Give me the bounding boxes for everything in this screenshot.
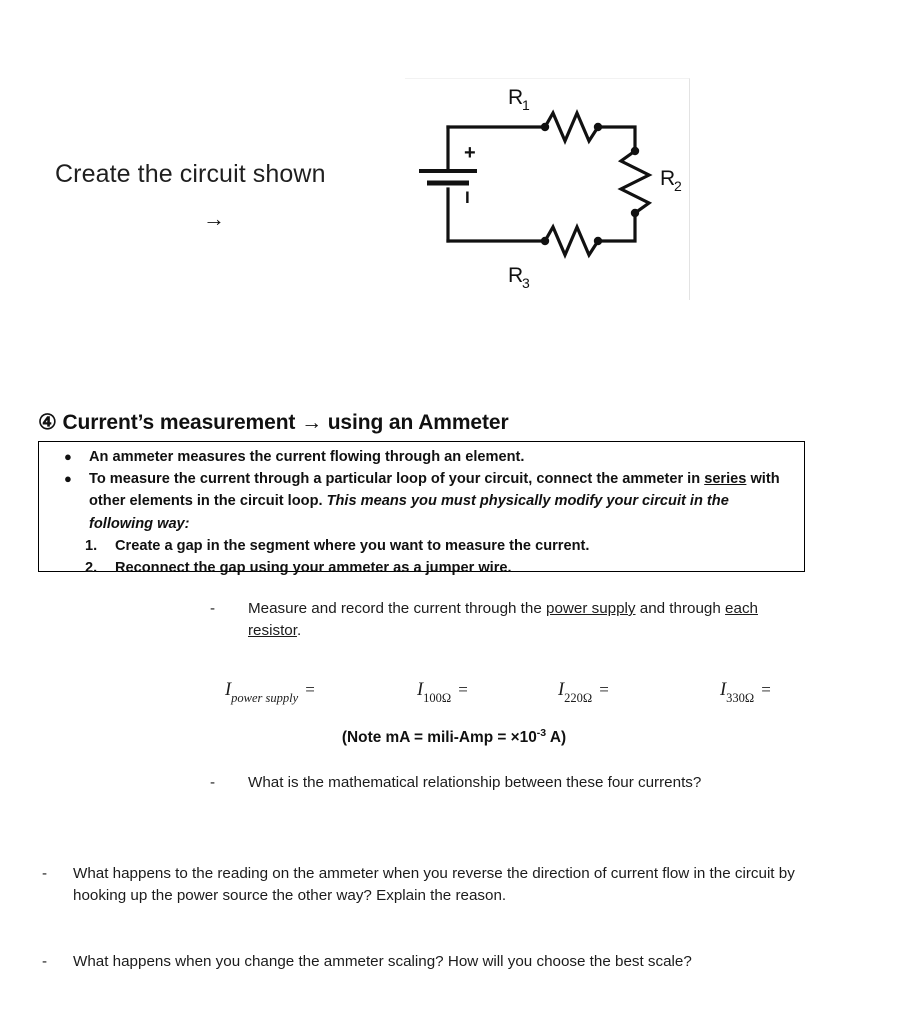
current-symbol: I <box>225 680 232 700</box>
circuit-schematic-svg <box>405 79 690 301</box>
battery-minus-label: I <box>465 188 470 207</box>
ammeter-step-2-text: Reconnect the gap using your ammeter as a jumper wire. <box>115 560 512 577</box>
current-subscript: 330Ω <box>726 691 755 706</box>
dash-marker-icon: - <box>42 953 48 970</box>
ammeter-bullet-2 <box>47 468 796 535</box>
ammeter-scaling-text: What happens when you change the ammeter scaling? How will you choose the best scale? <box>73 953 692 970</box>
right-arrow-icon: → <box>203 206 225 231</box>
section-heading-current-measurement: ④ Current’s measurement → using an Ammeter <box>38 411 509 434</box>
ammeter-scaling-question <box>42 951 812 973</box>
resistor-r3-subscript: 3 <box>522 275 530 291</box>
note-exponent: -3 <box>536 727 547 739</box>
current-subscript: 220Ω <box>564 691 593 706</box>
note-prefix: (Note mA = mili-Amp = ×10 <box>341 729 537 747</box>
current-equals: = <box>761 680 771 699</box>
ammeter-info-box <box>38 441 805 577</box>
ammeter-bullet-1-text: An ammeter measures the current flowing through an element. <box>89 449 525 465</box>
ammeter-step-2-marker: 2. <box>85 560 98 577</box>
dash-marker-icon: - <box>210 600 216 617</box>
resistor-r1-subscript: 1 <box>522 97 530 113</box>
current-value-power-supply <box>225 680 315 706</box>
current-symbol: I <box>720 680 727 700</box>
current-subscript: 100Ω <box>423 691 452 706</box>
current-value-330-ohm <box>720 680 771 706</box>
dash-marker-icon: - <box>210 774 216 791</box>
ammeter-step-2 <box>47 557 796 579</box>
milliamp-note <box>0 727 908 747</box>
current-values-row <box>210 680 830 710</box>
measure-record-part-b: and through <box>635 600 726 617</box>
resistor-r3-label: R <box>508 264 524 287</box>
ammeter-bullet-2-text-b: with other elements in the circuit loop. <box>89 471 780 510</box>
current-value-220-ohm <box>558 680 609 706</box>
math-relationship-question <box>210 772 790 794</box>
current-equals: = <box>599 680 609 699</box>
current-equals: = <box>458 680 468 699</box>
ammeter-bullet-2-text-a: To measure the current through a particular loop of your circuit, connect the ammeter in <box>89 471 705 488</box>
current-symbol: I <box>417 680 424 700</box>
ammeter-bullet-1 <box>47 446 796 468</box>
note-suffix: A) <box>546 729 567 747</box>
measure-record-item <box>210 598 790 642</box>
reverse-direction-question <box>42 863 812 907</box>
ammeter-bullet-2-text-series: series <box>704 471 747 488</box>
create-circuit-instruction: Create the circuit shown <box>55 160 326 188</box>
current-subscript: power supply <box>231 691 299 706</box>
bullet-dot-icon: ● <box>64 449 72 464</box>
dash-marker-icon: - <box>42 865 48 882</box>
current-value-100-ohm <box>417 680 468 706</box>
bullet-dot-icon: ● <box>64 471 72 487</box>
math-relationship-text: What is the mathematical relationship between these four currents? <box>248 774 702 791</box>
reverse-direction-text: What happens to the reading on the ammeter when you reverse the direction of current flow in the circuit by hooking up the power source the other way? Explain the reason. <box>73 865 795 904</box>
ammeter-step-1 <box>47 535 796 557</box>
ammeter-step-1-text: Create a gap in the segment where you want to measure the current. <box>115 537 590 554</box>
circuit-diagram-figure <box>405 78 690 300</box>
measure-record-part-c: . <box>296 622 302 639</box>
ammeter-step-1-marker: 1. <box>85 537 98 554</box>
current-equals: = <box>305 680 315 699</box>
measure-record-each-resistor: each resistor <box>248 600 758 639</box>
resistor-r2-subscript: 2 <box>674 178 682 194</box>
current-symbol: I <box>558 680 565 700</box>
circuit-instruction-section <box>0 0 908 330</box>
measure-record-power-supply: power supply <box>546 600 636 617</box>
resistor-r1-label: R <box>508 86 524 109</box>
ammeter-bullet-2-text-italic: This means you must physically modify your circuit in the following way: <box>89 493 729 532</box>
measure-record-text <box>248 598 790 642</box>
measure-record-part-a: Measure and record the current through the <box>248 600 547 617</box>
battery-plus-label: + <box>464 142 476 164</box>
resistor-r2-label: R <box>660 167 676 190</box>
